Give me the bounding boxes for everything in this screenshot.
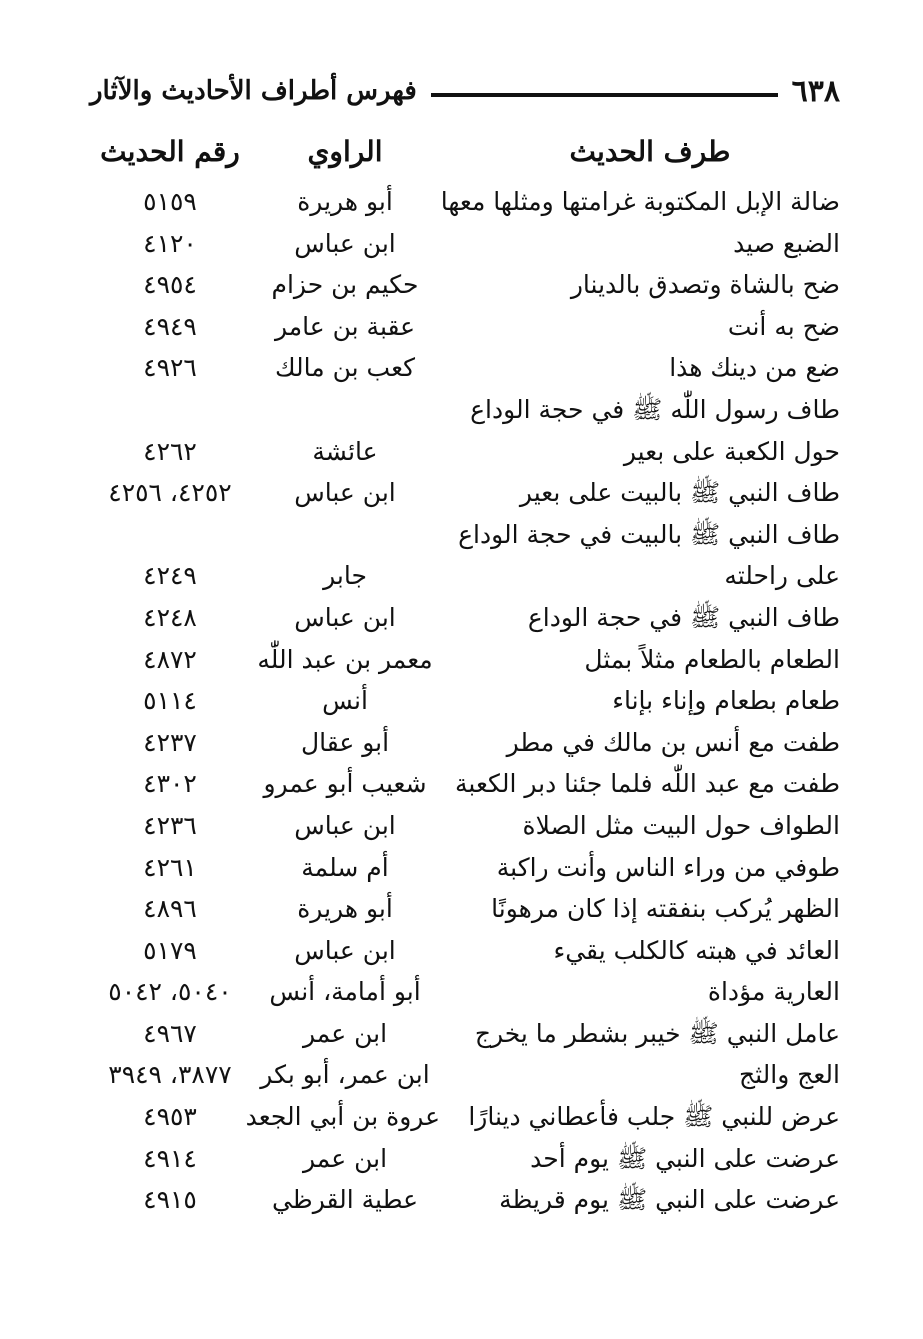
narrator-name: أبو عقال bbox=[300, 727, 390, 757]
hadith-text: عرضت على النبي ﷺ يوم قريظة bbox=[499, 1185, 840, 1215]
hadith-number: ٤٩٥٣ bbox=[143, 1102, 197, 1132]
hadith-number: ٥١٥٩ bbox=[143, 187, 197, 216]
table-row bbox=[90, 639, 840, 681]
hadith-text: طوفي من وراء الناس وأنت راكبة bbox=[496, 852, 840, 882]
hadith-text: الضبع صيد bbox=[733, 228, 840, 258]
hadith-text: ضح بالشاة وتصدق بالدينار bbox=[570, 270, 840, 300]
narrator-name: كعب بن مالك bbox=[274, 353, 416, 383]
narrator-name: ابن عباس bbox=[294, 935, 396, 965]
table-row bbox=[90, 930, 840, 972]
table-row bbox=[90, 1013, 840, 1055]
table-row bbox=[90, 763, 840, 805]
hadith-number: ٤٣٠٢ bbox=[143, 769, 197, 799]
hadith-text: حول الكعبة على بعير bbox=[623, 436, 840, 466]
hadith-text: طعام بطعام وإناء بإناء bbox=[612, 686, 840, 716]
narrator-name: ابن عباس bbox=[294, 602, 396, 632]
table-row bbox=[90, 223, 840, 265]
running-title: فهرس أطراف الأحاديث والآثار bbox=[90, 76, 417, 106]
table-row bbox=[90, 888, 840, 930]
hadith-text: طاف رسول اللّٰه ﷺ في حجة الوداع bbox=[470, 394, 840, 424]
narrator-name: أم سلمة bbox=[301, 852, 389, 882]
table-row bbox=[90, 472, 840, 514]
narrator-name: ابن عمر، أبو بكر bbox=[260, 1060, 430, 1090]
hadith-text: طاف النبي ﷺ بالبيت على بعير bbox=[519, 478, 840, 508]
hadith-text: ضع من دينك هذا bbox=[669, 353, 840, 383]
hadith-number: ٤٢٦١ bbox=[143, 852, 197, 882]
narrator-name: حكيم بن حزام bbox=[271, 270, 419, 300]
table-row bbox=[90, 847, 840, 889]
table-row bbox=[90, 805, 840, 847]
hadith-number: ٤٩٦٧ bbox=[143, 1018, 197, 1048]
hadith-text: العارية مؤداة bbox=[707, 977, 840, 1007]
table-row bbox=[90, 597, 840, 639]
hadith-text: العج والثج bbox=[738, 1060, 840, 1090]
narrator-name: ابن عباس bbox=[294, 810, 396, 840]
hadith-text: طاف النبي ﷺ في حجة الوداع bbox=[527, 602, 840, 632]
narrator-name: عطية القرظي bbox=[271, 1185, 419, 1215]
hadith-number: ٤٩٢٦ bbox=[143, 353, 197, 383]
narrator-name: ابن عباس bbox=[294, 228, 396, 258]
hadith-number: ٤١٢٠ bbox=[143, 228, 197, 258]
hadith-number: ٣٨٧٧، ٣٩٤٩ bbox=[108, 1060, 232, 1090]
narrator-name: أنس bbox=[322, 686, 368, 716]
hadith-text: طاف النبي ﷺ بالبيت في حجة الوداع bbox=[458, 519, 840, 549]
hadith-text: عامل النبي ﷺ خيبر بشطر ما يخرج bbox=[474, 1018, 840, 1048]
narrator-name: عائشة bbox=[312, 436, 378, 466]
hadith-number: ٤٢٣٦ bbox=[143, 810, 197, 840]
table-row bbox=[90, 514, 840, 556]
index-table bbox=[90, 181, 840, 1221]
table-row bbox=[90, 389, 840, 431]
hadith-number: ٤٢٦٢ bbox=[143, 436, 197, 466]
narrator-name bbox=[250, 514, 440, 556]
table-row bbox=[90, 306, 840, 348]
table-row bbox=[90, 347, 840, 389]
hadith-text: عرض للنبي ﷺ جلب فأعطاني دينارًا bbox=[468, 1102, 840, 1132]
narrator-name bbox=[250, 389, 440, 431]
table-row bbox=[90, 1138, 840, 1180]
hadith-number bbox=[90, 389, 250, 431]
narrator-name: أبو أمامة، أنس bbox=[269, 977, 421, 1007]
narrator-name: شعيب أبو عمرو bbox=[263, 769, 427, 799]
narrator-name: عقبة بن عامر bbox=[274, 311, 416, 341]
page-header bbox=[90, 66, 840, 116]
hadith-text: الطواف حول البيت مثل الصلاة bbox=[522, 810, 840, 840]
table-row bbox=[90, 555, 840, 597]
hadith-number: ٤٨٧٢ bbox=[143, 644, 197, 674]
table-row bbox=[90, 1096, 840, 1138]
hadith-text: العائد في هبته كالكلب يقيء bbox=[553, 935, 840, 965]
hadith-number: ٤٢٥٢، ٤٢٥٦ bbox=[108, 478, 232, 508]
hadith-number bbox=[90, 514, 250, 556]
hadith-text: طفت مع أنس بن مالك في مطر bbox=[506, 727, 840, 757]
hadith-number: ٤٩١٤ bbox=[143, 1143, 197, 1173]
hadith-text: ضالة الإبل المكتوبة غرامتها ومثلها معها bbox=[440, 187, 840, 216]
hadith-text: طفت مع عبد اللّٰه فلما جئنا دبر الكعبة bbox=[455, 769, 840, 799]
header-rule bbox=[431, 93, 778, 97]
narrator-name: أبو هريرة bbox=[297, 187, 393, 216]
hadith-number: ٤٢٤٨ bbox=[143, 602, 197, 632]
narrator-name: أبو هريرة bbox=[297, 894, 393, 924]
hadith-number: ٤٢٤٩ bbox=[143, 561, 197, 591]
hadith-number: ٥١١٤ bbox=[143, 686, 197, 716]
table-row bbox=[90, 680, 840, 722]
narrator-name: جابر bbox=[323, 561, 367, 591]
table-row bbox=[90, 971, 840, 1013]
table-row bbox=[90, 722, 840, 764]
hadith-number: ٤٢٣٧ bbox=[143, 727, 197, 757]
table-row bbox=[90, 431, 840, 473]
hadith-text: عرضت على النبي ﷺ يوم أحد bbox=[530, 1143, 840, 1173]
narrator-name: عروة بن أبي الجعد bbox=[245, 1102, 440, 1132]
narrator-name: ابن عباس bbox=[294, 478, 396, 508]
narrator-name: معمر بن عبد اللّٰه bbox=[257, 644, 433, 674]
narrator-name: ابن عمر bbox=[302, 1018, 388, 1048]
hadith-number: ٤٩٥٤ bbox=[143, 270, 197, 300]
hadith-number: ٤٩٤٩ bbox=[143, 311, 197, 341]
column-header-hadith: طرف الحديث bbox=[569, 135, 731, 168]
narrator-name: ابن عمر bbox=[302, 1143, 388, 1173]
table-row bbox=[90, 1179, 840, 1221]
page-number: ٦٣٨ bbox=[791, 73, 840, 109]
table-row bbox=[90, 1054, 840, 1096]
hadith-text: على راحلته bbox=[724, 561, 840, 591]
hadith-number: ٥٠٤٠، ٥٠٤٢ bbox=[108, 977, 232, 1007]
hadith-text: الطعام بالطعام مثلاً بمثل bbox=[584, 644, 840, 674]
hadith-text: الظهر يُركب بنفقته إذا كان مرهونًا bbox=[491, 894, 840, 924]
hadith-number: ٤٨٩٦ bbox=[143, 894, 197, 924]
hadith-text: ضح به أنت bbox=[727, 311, 840, 341]
hadith-number: ٥١٧٩ bbox=[143, 935, 197, 965]
table-row bbox=[90, 264, 840, 306]
table-row bbox=[90, 181, 840, 223]
column-header-number: رقم الحديث bbox=[100, 135, 240, 168]
hadith-number: ٤٩١٥ bbox=[143, 1185, 197, 1215]
column-header-narrator: الراوي bbox=[307, 135, 383, 168]
